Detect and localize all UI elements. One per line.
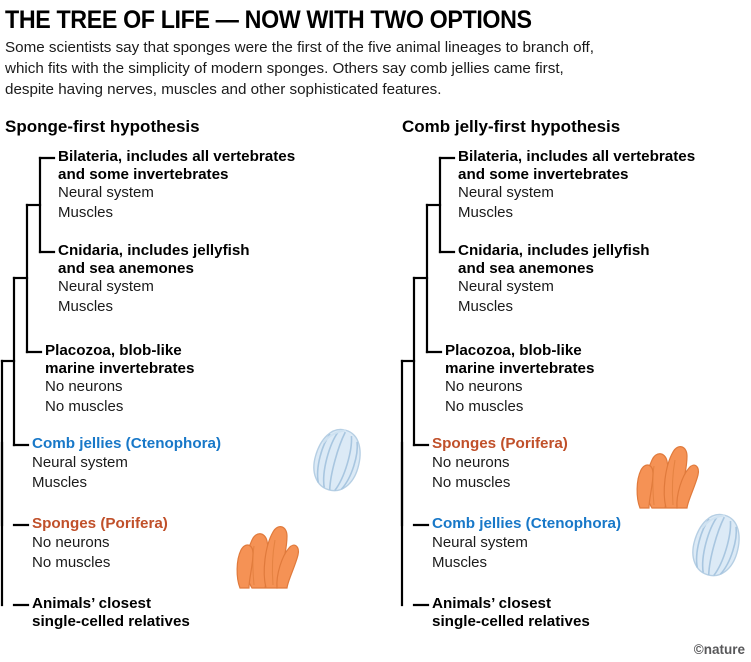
node-trait-1: Neural system	[32, 453, 128, 471]
node-name-line-2: and sea anemones	[58, 259, 194, 277]
standfirst	[5, 37, 749, 100]
node-name-line-1: Sponges (Porifera)	[432, 435, 568, 452]
node-name-line-1: Animals’ closest	[432, 595, 552, 612]
tree-heading-sponge-first: Sponge-first hypothesis	[5, 117, 200, 136]
page-title: THE TREE OF LIFE — NOW WITH TWO OPTIONS	[5, 6, 532, 34]
node-name-line-1: Cnidaria, includes jellyfish	[58, 242, 250, 259]
node-trait-2: No muscles	[445, 398, 524, 415]
sponge-icon	[632, 432, 702, 510]
tree-sponge-first	[0, 140, 375, 650]
node-name-line-2: marine invertebrates	[45, 359, 195, 377]
standfirst-line-1: Some scientists say that sponges were the first of the five animal lineages to branch off,	[5, 39, 594, 56]
node-name-line-2: single-celled relatives	[432, 612, 590, 630]
node-name-line-1: Bilateria, includes all vertebrates	[58, 148, 296, 165]
node-name-line-2: single-celled relatives	[32, 612, 190, 630]
node-trait-2: Muscles	[432, 553, 488, 571]
node-closest-relatives	[432, 595, 590, 630]
node-sponges	[432, 435, 568, 493]
node-name-line-2: and sea anemones	[458, 259, 594, 277]
node-trait-2: Muscles	[458, 298, 514, 315]
node-comb-jellies	[32, 435, 221, 493]
tree-heading-comb-jelly-first: Comb jelly-first hypothesis	[402, 117, 621, 136]
node-trait-2: Muscles	[58, 204, 114, 221]
node-trait-1: Neural system	[58, 278, 154, 295]
node-trait-2: No muscles	[45, 398, 124, 415]
node-trait-1: Neural system	[58, 184, 154, 201]
node-placozoa	[45, 342, 194, 417]
node-trait-2: No muscles	[32, 553, 111, 571]
node-trait-1: No neurons	[32, 533, 110, 551]
node-name-line-2: and some invertebrates	[458, 165, 629, 183]
node-name-line-1: Sponges (Porifera)	[32, 515, 168, 532]
node-name-line-1: Placozoa, blob-like	[45, 342, 182, 359]
comb-jelly-icon	[685, 510, 747, 582]
node-name-line-1: Placozoa, blob-like	[445, 342, 582, 359]
node-name-line-2: and some invertebrates	[58, 165, 229, 183]
node-comb-jellies	[432, 515, 621, 573]
node-bilateria	[58, 148, 295, 223]
node-trait-2: Muscles	[458, 204, 514, 221]
standfirst-line-3: despite having nerves, muscles and other sophisticated features.	[5, 81, 442, 98]
node-trait-1: No neurons	[45, 378, 123, 395]
node-name-line-1: Bilateria, includes all vertebrates	[458, 148, 696, 165]
node-trait-1: No neurons	[432, 453, 510, 471]
node-trait-2: Muscles	[32, 473, 88, 491]
node-cnidaria	[458, 242, 650, 317]
node-trait-2: Muscles	[58, 298, 114, 315]
node-name-line-1: Comb jellies (Ctenophora)	[432, 515, 622, 532]
node-name-line-1: Cnidaria, includes jellyfish	[458, 242, 650, 259]
node-closest-relatives	[32, 595, 190, 630]
tree-comb-jelly-first	[397, 140, 751, 650]
node-name-line-2: marine invertebrates	[445, 359, 595, 377]
node-name-line-1: Comb jellies (Ctenophora)	[32, 435, 222, 452]
node-placozoa	[445, 342, 594, 417]
node-cnidaria	[58, 242, 250, 317]
node-sponges	[32, 515, 168, 573]
node-trait-1: Neural system	[432, 533, 528, 551]
node-trait-2: No muscles	[432, 473, 511, 491]
node-trait-1: No neurons	[445, 378, 523, 395]
standfirst-line-2: which fits with the simplicity of modern sponges. Others say comb jellies came first,	[5, 60, 564, 77]
node-trait-1: Neural system	[458, 278, 554, 295]
sponge-icon	[232, 512, 302, 590]
node-name-line-1: Animals’ closest	[32, 595, 152, 612]
node-bilateria	[458, 148, 695, 223]
comb-jelly-icon	[306, 425, 368, 497]
node-trait-1: Neural system	[458, 184, 554, 201]
nature-credit: ©nature	[693, 642, 745, 657]
